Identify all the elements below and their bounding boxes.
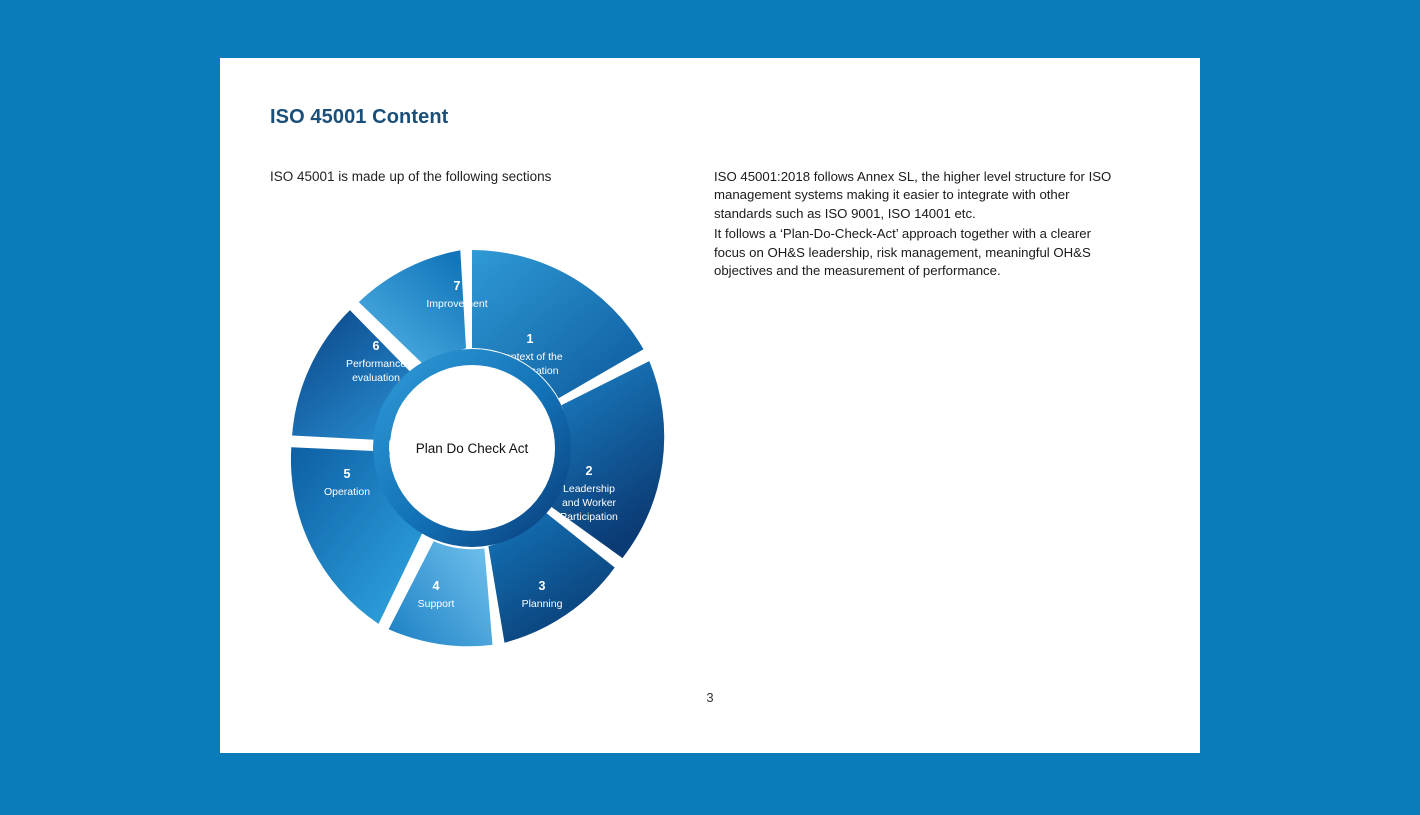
- segment-3-line-1: Planning: [521, 598, 563, 610]
- intro-text: ISO 45001 is made up of the following sections: [270, 169, 552, 184]
- segment-5-line-1: Operation: [323, 486, 371, 498]
- segment-7-line-1: Improvement: [426, 298, 488, 310]
- segment-6-line-1: Performance: [345, 358, 407, 370]
- segment-4-line-1: Support: [417, 598, 455, 610]
- segment-2-line-3: Participation: [560, 511, 618, 523]
- page-number: 3: [706, 690, 714, 705]
- segment-3-number: 3: [538, 579, 546, 593]
- segment-2-number: 2: [585, 464, 593, 478]
- hub-label: Plan Do Check Act: [415, 441, 529, 456]
- right-paragraph-1: ISO 45001:2018 follows Annex SL, the higher level structure for ISO management systems making it easier to integrate with other standards such as ISO 9001, ISO 14001 etc.: [714, 169, 1112, 221]
- segment-1-line-2: organisation: [501, 365, 559, 377]
- right-paragraph-2: It follows a ‘Plan-Do-Check-Act’ approach together with a clearer focus on OH&S leadership, risk management, meaningful OH&S objectives and the measurement of performance.: [714, 226, 1091, 279]
- segment-1-line-1: Context of the: [497, 351, 563, 363]
- segment-4-number: 4: [432, 579, 440, 593]
- segment-2-line-2: and Worker: [561, 497, 617, 509]
- segment-5-number: 5: [343, 467, 351, 481]
- segment-2-line-1: Leadership: [563, 483, 615, 495]
- slide-canvas: [220, 58, 1200, 753]
- right-column-text: [714, 168, 1126, 283]
- segment-7-number: 7: [453, 279, 461, 293]
- segment-6-line-2: evaluation: [352, 372, 400, 384]
- pdca-wheel-diagram: [252, 228, 692, 668]
- segment-1-number: 1: [526, 332, 534, 346]
- page-title: ISO 45001 Content: [270, 106, 449, 128]
- segment-6-number: 6: [372, 339, 380, 353]
- wheel-svg: [252, 228, 692, 668]
